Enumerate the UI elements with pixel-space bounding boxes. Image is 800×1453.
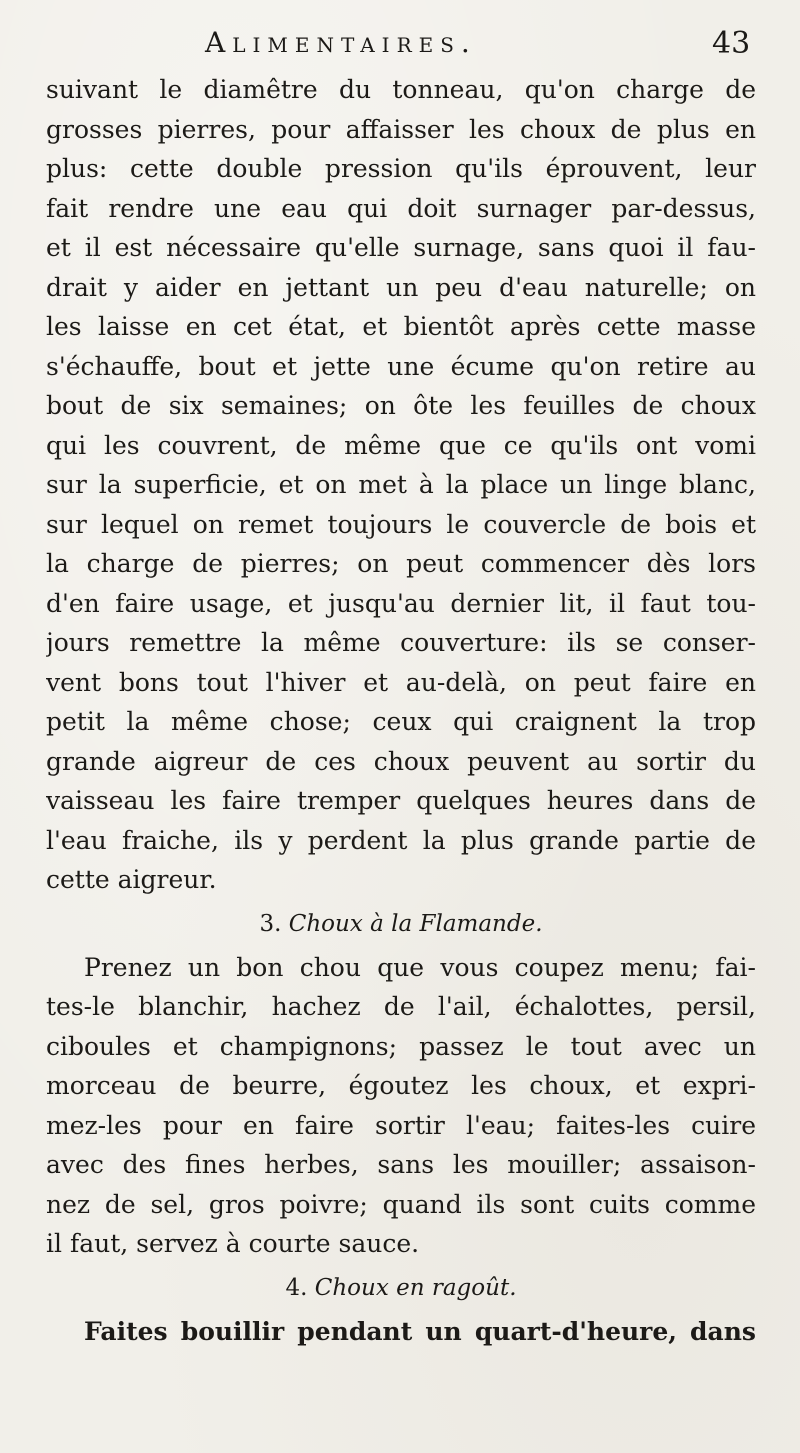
section-title: Choux en ragoût. xyxy=(314,1274,517,1301)
paragraph-ragout xyxy=(46,1312,756,1352)
text-line: et il est nécessaire qu'elle surnage, sans quoi il fau- xyxy=(46,233,756,262)
text-line: qui les couvrent, de même que ce qu'ils ont vomi xyxy=(46,430,756,460)
paragraph-continuation xyxy=(46,70,756,900)
text-line: cette aigreur. xyxy=(46,865,217,894)
text-line: nez de sel, gros poivre; quand ils sont cuits comme xyxy=(46,1189,756,1219)
text-line: les laisse en cet état, et bientôt après cette masse xyxy=(46,312,756,341)
text-line: bout de six semaines; on ôte les feuilles de choux xyxy=(46,391,756,420)
text-line: vaisseau les faire tremper quelques heures dans de xyxy=(46,786,756,815)
text-line: tes-le blanchir, hachez de l'ail, échalottes, persil, xyxy=(46,992,756,1021)
running-head xyxy=(0,26,800,66)
text-line: grande aigreur de ces choux peuvent au sortir du xyxy=(46,746,756,776)
text-line: vent bons tout l'hiver et au-delà, on peut faire en xyxy=(46,667,756,697)
page-number: 43 xyxy=(712,26,751,61)
text-line: jours remettre la même couverture: ils se conser- xyxy=(46,628,756,657)
text-line: grosses pierres, pour affaisser les choux de plus en xyxy=(46,114,756,144)
section-number: 4. xyxy=(285,1274,308,1301)
running-head-title: Alimentaires. xyxy=(205,26,477,59)
text-line: ciboules et champignons; passez le tout avec un xyxy=(46,1031,756,1061)
text-line: s'échauffe, bout et jette une écume qu'on retire au xyxy=(46,351,756,381)
text-line: sur lequel on remet toujours le couvercle de bois et xyxy=(46,509,756,539)
text-line: morceau de beurre, égoutez les choux, et expri- xyxy=(46,1071,756,1100)
section-title: Choux à la Flamande. xyxy=(288,910,543,937)
text-line: Faites bouillir pendant un quart-d'heure, dans xyxy=(84,1316,756,1346)
text-line: mez-les pour en faire sortir l'eau; faites-les cuire xyxy=(46,1110,756,1140)
text-line: drait y aider en jettant un peu d'eau naturelle; on xyxy=(46,272,756,302)
section-heading-3 xyxy=(46,900,756,948)
text-line: l'eau fraiche, ils y perdent la plus grande partie de xyxy=(46,825,756,855)
text-line: suivant le diamêtre du tonneau, qu'on charge de xyxy=(46,75,756,104)
text-line: petit la même chose; ceux qui craignent la trop xyxy=(46,707,756,736)
text-line: plus: cette double pression qu'ils éprouvent, leur xyxy=(46,154,756,183)
body-text xyxy=(46,70,756,1351)
text-line: Prenez un bon chou que vous coupez menu; fai- xyxy=(84,952,756,982)
text-line: d'en faire usage, et jusqu'au dernier lit, il faut tou- xyxy=(46,588,756,618)
section-heading-4 xyxy=(46,1264,756,1312)
paragraph-flamande xyxy=(46,948,756,1264)
text-line: fait rendre une eau qui doit surnager par-dessus, xyxy=(46,193,756,223)
section-number: 3. xyxy=(259,910,282,937)
text-line: avec des fines herbes, sans les mouiller; assaison- xyxy=(46,1150,756,1179)
text-line: la charge de pierres; on peut commencer dès lors xyxy=(46,549,756,578)
text-line: il faut, servez à courte sauce. xyxy=(46,1229,420,1258)
text-line: sur la superficie, et on met à la place un linge blanc, xyxy=(46,470,756,499)
